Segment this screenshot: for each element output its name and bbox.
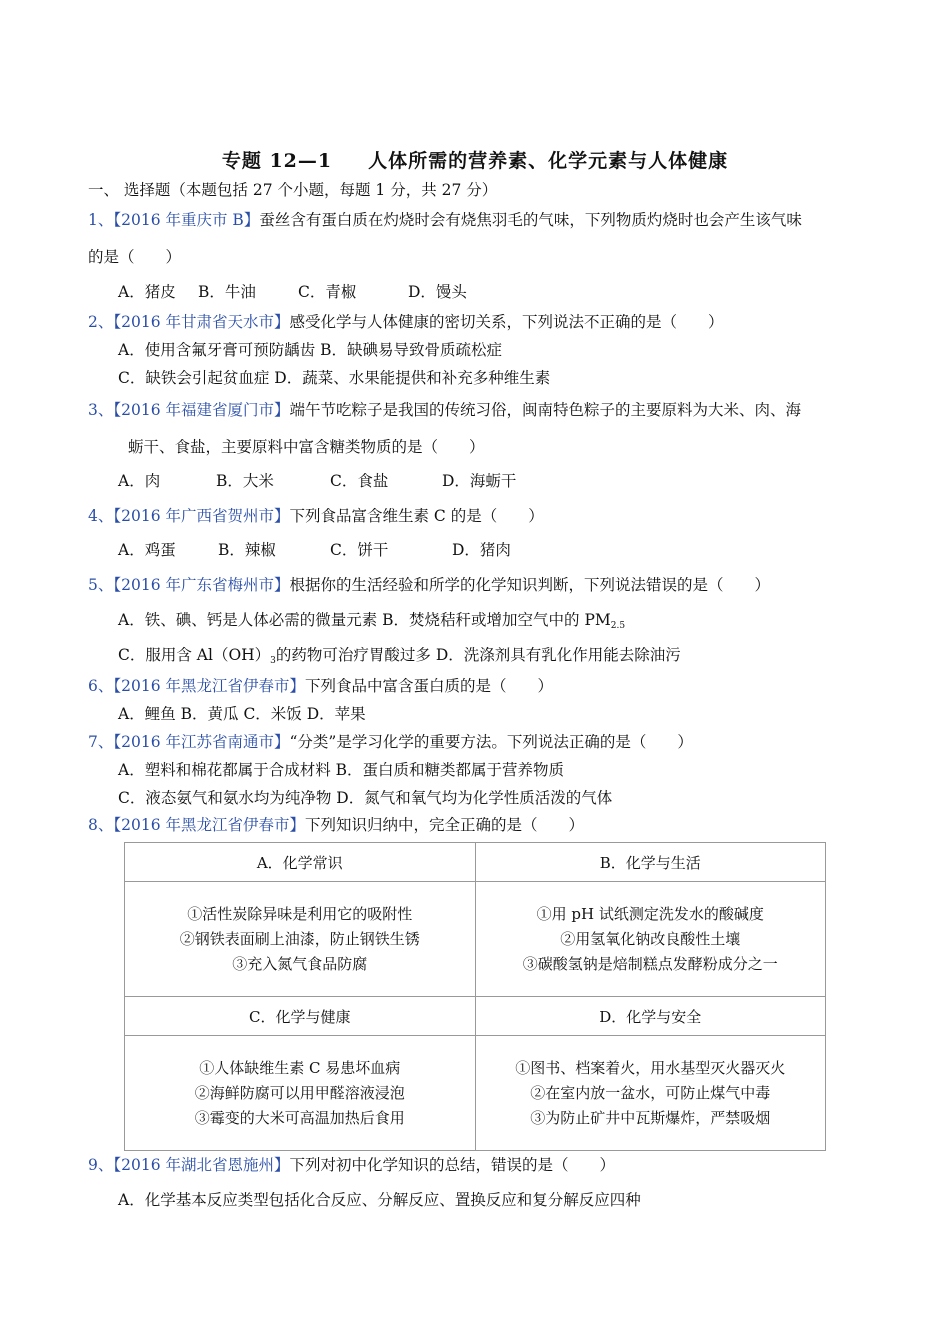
question-text: 根据你的生活经验和所学的化学知识判断，下列说法错误的是（ ）	[289, 576, 771, 594]
option-d: D．海蛎干	[442, 472, 517, 490]
question-7	[88, 732, 693, 752]
option-b: B．大米	[216, 472, 274, 490]
question-4	[88, 506, 544, 526]
question-4-options	[118, 540, 511, 560]
table-header-c: C．化学与健康	[125, 997, 476, 1036]
question-source-tag: 【2016 年江苏省南通市】	[113, 733, 290, 751]
question-text: 下列知识归纳中，完全正确的是（ ）	[305, 816, 585, 834]
question-number: 6、	[88, 677, 114, 695]
question-source-tag: 【2016 年广西省贺州市】	[113, 507, 290, 525]
question-2-options-line-1: A．使用含氟牙膏可预防龋齿 B．缺碘易导致骨质疏松症	[118, 341, 503, 359]
question-5-options-line-1: A．铁、碘、钙是人体必需的微量元素 B．焚烧秸秆或增加空气中的 $PM_{2.5}$	[118, 611, 626, 631]
section-heading: 一、 选择题（本题包括 27 个小题，每题 1 分，共 27 分）	[88, 181, 498, 199]
option-a: A．肉	[118, 472, 161, 490]
option-b: B．辣椒	[218, 541, 276, 559]
question-6	[88, 676, 553, 696]
question-5	[88, 575, 770, 595]
title-topic-number: 专题 12—1	[221, 150, 333, 172]
question-1-options	[118, 282, 467, 302]
question-1-continued: 的是（ ）	[88, 248, 182, 266]
option-d: D．猪肉	[452, 541, 511, 559]
question-text: 蚕丝含有蛋白质在灼烧时会有烧焦羽毛的气味，下列物质灼烧时也会产生该气味	[259, 211, 802, 229]
question-text: 下列食品中富含蛋白质的是（ ）	[305, 677, 554, 695]
question-1	[88, 210, 802, 230]
page-title	[0, 146, 950, 173]
question-number: 5、	[88, 576, 114, 594]
question-source-tag: 【2016 年广东省梅州市】	[113, 576, 290, 594]
question-number: 2、	[88, 313, 114, 331]
table-header-b: B．化学与生活	[475, 843, 826, 882]
table-header-d: D．化学与安全	[475, 997, 826, 1036]
knowledge-table	[124, 842, 826, 1151]
question-source-tag: 【2016 年甘肃省天水市】	[113, 313, 290, 331]
question-2-options-line-2: C．缺铁会引起贫血症 D．蔬菜、水果能提供和补充多种维生素	[118, 369, 551, 387]
question-number: 8、	[88, 816, 114, 834]
question-3-options	[118, 471, 516, 491]
question-source-tag: 【2016 年黑龙江省伊春市】	[113, 677, 305, 695]
table-cell-c: ①人体缺维生素 C 易患坏血病 ②海鲜防腐可以用甲醛溶液浸泡 ③霉变的大米可高温加热后食用	[125, 1036, 476, 1151]
question-text: 感受化学与人体健康的密切关系，下列说法不正确的是（ ）	[289, 313, 724, 331]
option-a: A．猪皮	[118, 283, 176, 301]
question-5-options-line-2: C．服用含 $Al(OH)_3$的药物可治疗胃酸过多 D．洗涤剂具有乳化作用能去除油污	[118, 646, 681, 666]
question-3-continued: 蛎干、食盐，主要原料中富含糖类物质的是（ ）	[128, 438, 485, 456]
option-d: D．馒头	[408, 283, 467, 301]
question-9-option-a: A．化学基本反应类型包括化合反应、分解反应、置换反应和复分解反应四种	[118, 1191, 641, 1209]
table-cell-a: ①活性炭除异味是利用它的吸附性 ②钢铁表面刷上油漆，防止钢铁生锈 ③充入氮气食品防腐	[125, 882, 476, 997]
question-text: “分类”是学习化学的重要方法。下列说法正确的是（ ）	[289, 733, 693, 751]
question-text: 下列对初中化学知识的总结，错误的是（ ）	[289, 1156, 616, 1174]
question-3	[88, 400, 801, 420]
title-topic-name: 人体所需的营养素、化学元素与人体健康	[368, 150, 729, 172]
question-source-tag: 【2016 年重庆市 B】	[113, 211, 260, 229]
table-cell-b: ①用 pH 试纸测定洗发水的酸碱度 ②用氢氧化钠改良酸性土壤 ③碳酸氢钠是焙制糕点发酵粉成分之一	[475, 882, 826, 997]
question-source-tag: 【2016 年福建省厦门市】	[113, 401, 290, 419]
option-b: B．牛油	[198, 283, 256, 301]
question-7-options-line-1: A．塑料和棉花都属于合成材料 B．蛋白质和糖类都属于营养物质	[118, 761, 565, 779]
question-text: 端午节吃粽子是我国的传统习俗，闽南特色粽子的主要原料为大米、肉、海	[289, 401, 802, 419]
question-text: 下列食品富含维生素 C 的是（ ）	[289, 507, 544, 525]
question-number: 4、	[88, 507, 114, 525]
option-a: A．鸡蛋	[118, 541, 176, 559]
question-2	[88, 312, 724, 332]
question-source-tag: 【2016 年黑龙江省伊春市】	[113, 816, 305, 834]
question-7-options-line-2: C．液态氨气和氨水均为纯净物 D．氮气和氧气均为化学性质活泼的气体	[118, 789, 613, 807]
table-header-a: A．化学常识	[125, 843, 476, 882]
question-source-tag: 【2016 年湖北省恩施州】	[113, 1156, 290, 1174]
question-number: 7、	[88, 733, 114, 751]
question-number: 3、	[88, 401, 114, 419]
option-c: C．饼干	[330, 541, 389, 559]
table-cell-d: ①图书、档案着火，用水基型灭火器灭火 ②在室内放一盆水，可防止煤气中毒 ③为防止矿井中瓦斯爆炸，严禁吸烟	[475, 1036, 826, 1151]
option-c: C．青椒	[298, 283, 357, 301]
question-6-options: A．鲤鱼 B．黄瓜 C．米饭 D．苹果	[118, 705, 366, 723]
option-c: C．食盐	[330, 472, 389, 490]
question-number: 9、	[88, 1156, 114, 1174]
question-number: 1、	[88, 211, 114, 229]
question-8	[88, 815, 584, 835]
question-9	[88, 1155, 615, 1175]
subscript: 3	[270, 656, 276, 666]
subscript: 2.5	[610, 621, 626, 631]
